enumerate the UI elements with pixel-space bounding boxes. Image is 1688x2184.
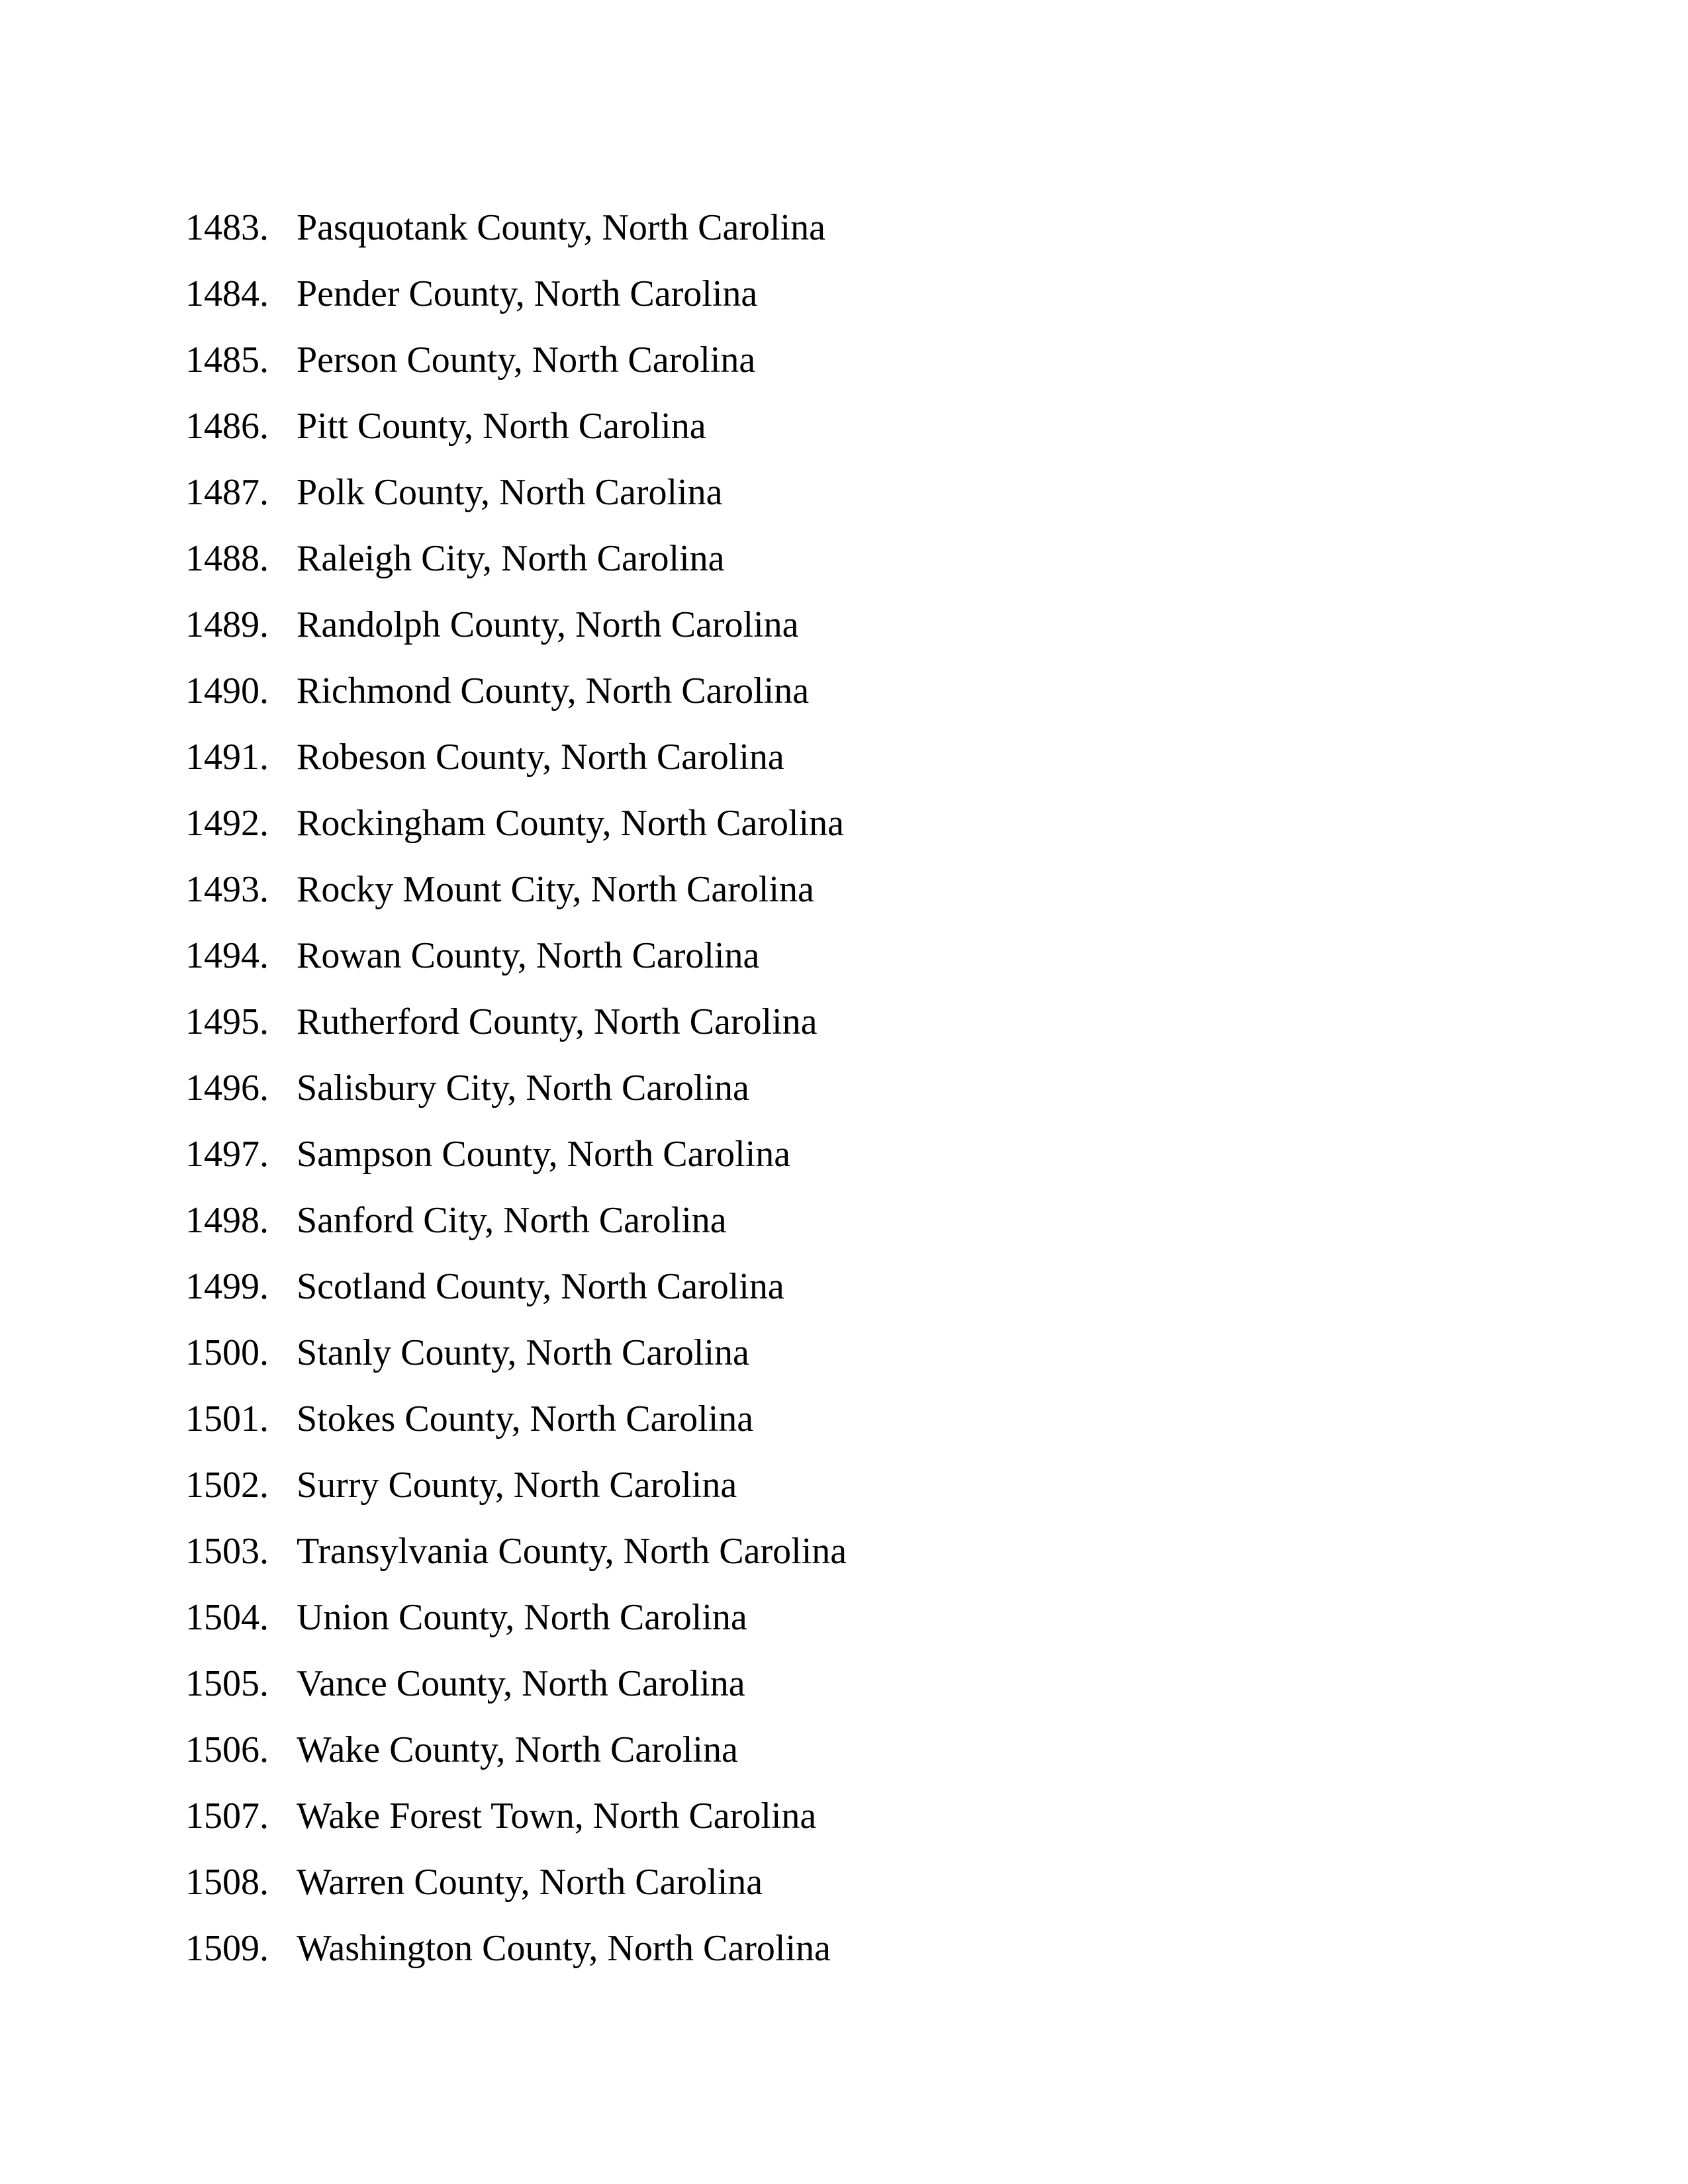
item-text: Vance County, North Carolina: [297, 1663, 745, 1704]
item-number: 1508.: [185, 1862, 269, 1903]
list-item: [185, 1651, 847, 1717]
item-number: 1504.: [185, 1597, 269, 1638]
item-number: 1498.: [185, 1200, 269, 1241]
item-text: Transylvania County, North Carolina: [297, 1531, 847, 1572]
list-item: [185, 459, 847, 525]
list-item: [185, 1320, 847, 1386]
item-text: Raleigh City, North Carolina: [297, 538, 725, 579]
item-text: Rowan County, North Carolina: [297, 935, 760, 976]
item-number: 1487.: [185, 472, 269, 513]
item-number: 1491.: [185, 737, 269, 778]
item-text: Polk County, North Carolina: [297, 472, 723, 513]
item-text: Pasquotank County, North Carolina: [297, 207, 825, 248]
item-text: Scotland County, North Carolina: [297, 1266, 784, 1307]
item-text: Randolph County, North Carolina: [297, 604, 799, 645]
list-item: [185, 1187, 847, 1253]
item-number: 1505.: [185, 1663, 269, 1704]
list-item: [185, 856, 847, 923]
item-number: 1490.: [185, 670, 269, 711]
item-number: 1506.: [185, 1729, 269, 1770]
item-number: 1488.: [185, 538, 269, 579]
item-text: Rutherford County, North Carolina: [297, 1001, 818, 1042]
list-item: [185, 1584, 847, 1651]
list-item: [185, 923, 847, 989]
item-text: Pitt County, North Carolina: [297, 406, 706, 447]
item-text: Wake Forest Town, North Carolina: [297, 1796, 817, 1837]
item-number: 1493.: [185, 869, 269, 910]
item-text: Rockingham County, North Carolina: [297, 803, 844, 844]
list-item: [185, 790, 847, 856]
list-item: [185, 989, 847, 1055]
item-text: Stokes County, North Carolina: [297, 1398, 754, 1439]
item-text: Pender County, North Carolina: [297, 273, 758, 314]
list-item: [185, 195, 847, 261]
list-item: [185, 327, 847, 393]
list-item: [185, 1055, 847, 1121]
list-item: [185, 1783, 847, 1849]
item-number: 1500.: [185, 1332, 269, 1373]
item-text: Union County, North Carolina: [297, 1597, 747, 1638]
item-text: Surry County, North Carolina: [297, 1465, 737, 1506]
item-number: 1509.: [185, 1928, 269, 1969]
list-item: [185, 658, 847, 724]
item-number: 1492.: [185, 803, 269, 844]
numbered-list: [185, 195, 847, 1981]
item-text: Robeson County, North Carolina: [297, 737, 784, 778]
item-number: 1502.: [185, 1465, 269, 1506]
list-item: [185, 1253, 847, 1320]
list-item: [185, 1849, 847, 1915]
item-number: 1495.: [185, 1001, 269, 1042]
list-item: [185, 393, 847, 459]
item-text: Rocky Mount City, North Carolina: [297, 869, 814, 910]
item-number: 1503.: [185, 1531, 269, 1572]
item-number: 1483.: [185, 207, 269, 248]
item-number: 1501.: [185, 1398, 269, 1439]
item-text: Warren County, North Carolina: [297, 1862, 763, 1903]
item-number: 1497.: [185, 1134, 269, 1175]
item-number: 1484.: [185, 273, 269, 314]
list-item: [185, 1386, 847, 1452]
list-item: [185, 1915, 847, 1981]
item-text: Sampson County, North Carolina: [297, 1134, 791, 1175]
list-item: [185, 1452, 847, 1518]
item-number: 1494.: [185, 935, 269, 976]
item-number: 1499.: [185, 1266, 269, 1307]
item-number: 1496.: [185, 1068, 269, 1109]
item-text: Richmond County, North Carolina: [297, 670, 810, 711]
list-item: [185, 261, 847, 327]
list-item: [185, 1717, 847, 1783]
list-item: [185, 724, 847, 790]
item-number: 1486.: [185, 406, 269, 447]
item-number: 1507.: [185, 1796, 269, 1837]
list-item: [185, 525, 847, 592]
list-item: [185, 1518, 847, 1584]
list-item: [185, 1121, 847, 1187]
item-text: Washington County, North Carolina: [297, 1928, 831, 1969]
item-text: Wake County, North Carolina: [297, 1729, 738, 1770]
item-text: Person County, North Carolina: [297, 340, 756, 381]
item-text: Salisbury City, North Carolina: [297, 1068, 749, 1109]
list-item: [185, 592, 847, 658]
item-text: Sanford City, North Carolina: [297, 1200, 727, 1241]
item-text: Stanly County, North Carolina: [297, 1332, 749, 1373]
item-number: 1485.: [185, 340, 269, 381]
item-number: 1489.: [185, 604, 269, 645]
